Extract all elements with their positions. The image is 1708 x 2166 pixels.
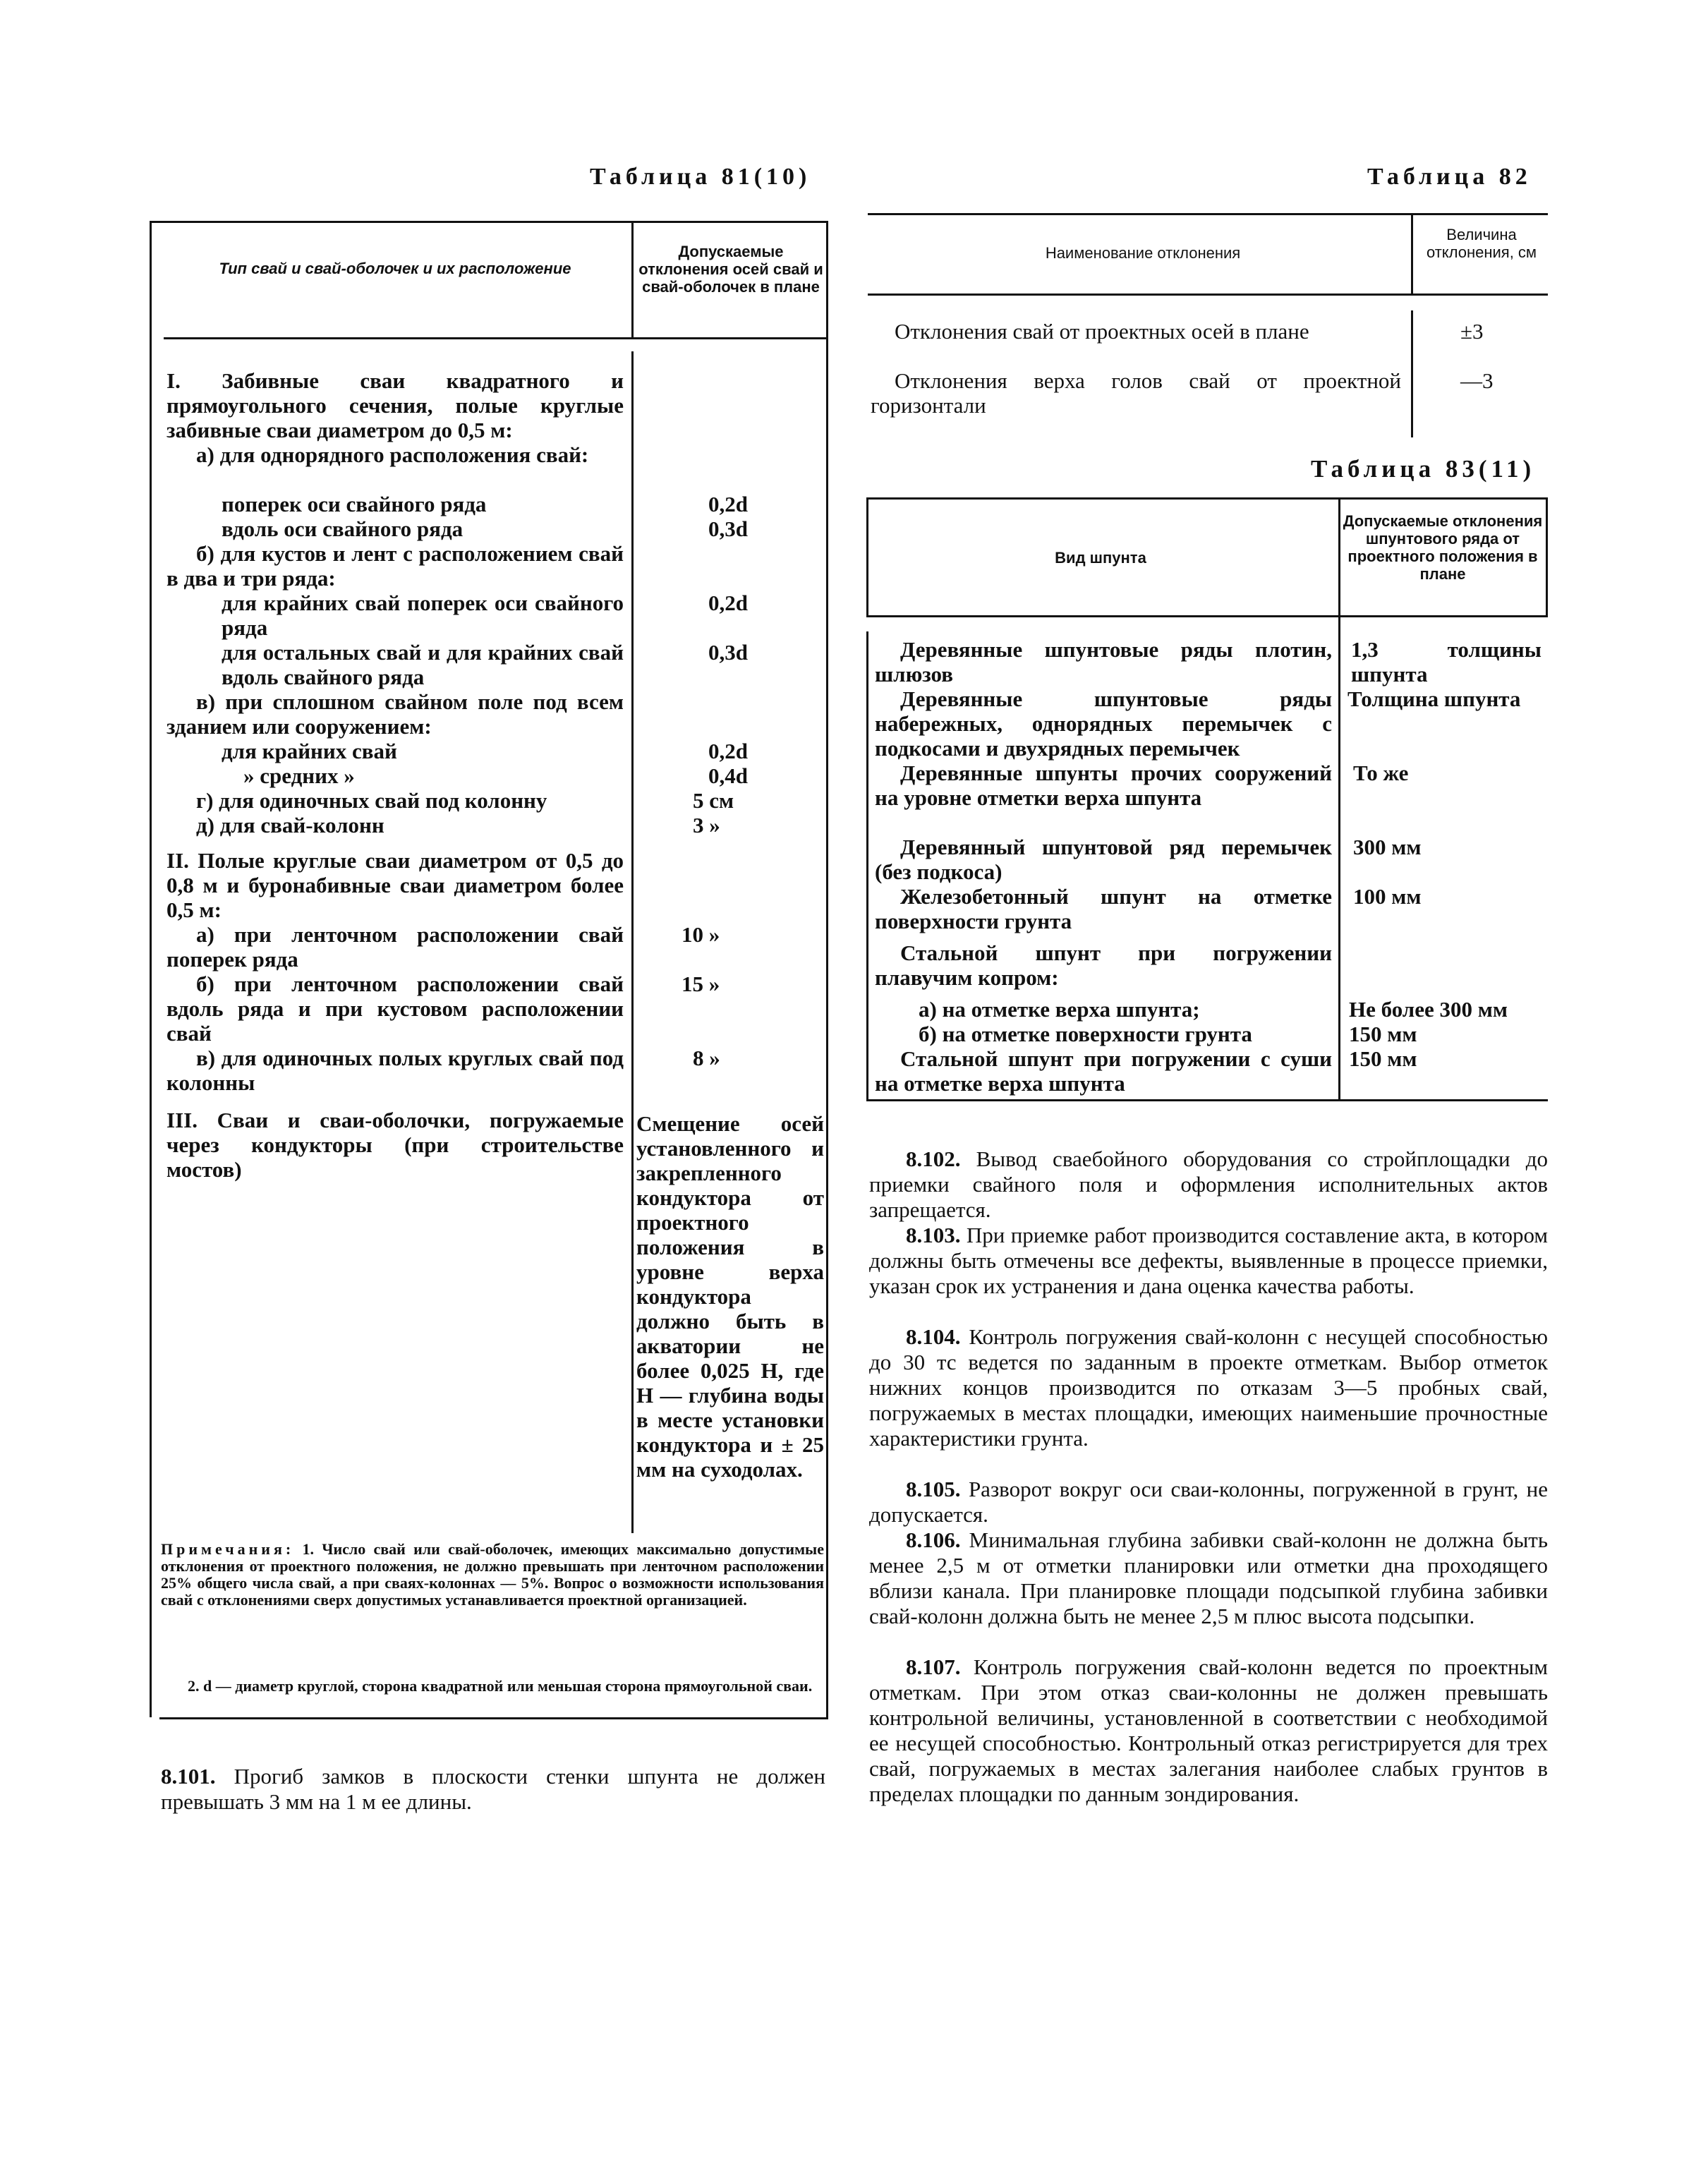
table-81-bottom-rule xyxy=(159,1717,828,1719)
paragraph-8-106-number: 8.106. xyxy=(906,1527,961,1552)
table-81-notes xyxy=(161,1541,824,1609)
table-81-row-9-value: 0,2d xyxy=(708,739,748,763)
table-82-caption: Таблица 82 xyxy=(1367,164,1532,190)
table-81-row-14-value: 10 » xyxy=(682,922,720,947)
table-82-row-2: Отклонения верха голов свай от проектной горизонтали xyxy=(871,368,1401,418)
table-82-row-2-value: —3 xyxy=(1460,368,1494,393)
paragraph-8-101 xyxy=(161,1764,825,1815)
table-81-top-rule xyxy=(150,221,828,223)
table-81-notes-title: Примечания: xyxy=(161,1540,295,1558)
table-83-col1-header: Вид шпунта xyxy=(1055,549,1146,567)
paragraph-8-104-number: 8.104. xyxy=(906,1324,961,1349)
table-81-row-15-value: 15 » xyxy=(682,972,720,996)
table-83-row-7: а) на отметке верха шпунта; xyxy=(919,997,1200,1022)
table-81-row-1: I. Забивные сваи квадратного и прямоугольного сечения, полые круглые забивные сваи диаметром до 0,5 м: xyxy=(166,368,624,442)
table-81-row-7: для остальных свай и для крайних свай вдоль свайного ряда xyxy=(222,640,624,689)
table-81-row-5: б) для кустов и лент с расположением свай в два и три ряда: xyxy=(166,541,624,591)
paragraph-8-103-text: При приемке работ производится составление акта, в котором должны быть отмечены все дефекты, выявленные в процессе приемки, указан срок их устранения и дана оценка качества работы. xyxy=(869,1223,1548,1298)
table-81-row-17-value: Смещение осей установленного и закрепленного кондуктора от проектного положения в уровне верха кондуктора должно быть в акватории не более 0,025 H, где H — глубина воды в месте установки кондуктора и ± 25 мм на суходолах. xyxy=(636,1111,824,1482)
paragraph-8-107-number: 8.107. xyxy=(906,1654,961,1679)
paragraph-8-102 xyxy=(869,1146,1548,1223)
paragraph-8-103 xyxy=(869,1223,1548,1299)
paragraph-8-105-text: Разворот вокруг оси сваи-колонны, погруженной в грунт, не допускается. xyxy=(869,1477,1548,1527)
table-83-bottom-rule xyxy=(866,1099,1548,1101)
paragraph-8-105-number: 8.105. xyxy=(906,1477,961,1501)
table-83-right-border xyxy=(1546,497,1548,615)
paragraph-8-106-text: Минимальная глубина забивки свай-колонн не должна быть менее 2,5 м от отметки планировки или отметки дна проходящего вблизи канала. При планировке площади подсыпкой глубина забивки свай-колонн должна быть не менее 2,5 м плюс высота подсыпки. xyxy=(869,1527,1548,1628)
table-83-row-7-value: Не более 300 мм xyxy=(1349,997,1508,1022)
table-82-header-divider xyxy=(1411,213,1413,294)
table-83-row-5: Железобетонный шпунт на отметке поверхности грунта xyxy=(875,884,1332,933)
paragraph-8-106 xyxy=(869,1527,1548,1629)
table-83-row-6: Стальной шпунт при погружении плавучим копром: xyxy=(875,940,1332,990)
table-83-row-8: б) на отметке поверхности грунта xyxy=(919,1022,1252,1046)
table-81-row-7-value: 0,3d xyxy=(708,640,748,665)
table-81-row-9: для крайних свай xyxy=(222,739,397,763)
table-83-row-1-value: 1,3 толщины шпунта xyxy=(1351,637,1542,686)
table-81-row-16-value: 8 » xyxy=(693,1046,720,1070)
table-83-left-border-header xyxy=(866,497,868,615)
table-81-row-16: в) для одиночных полых круглых свай под колонны xyxy=(166,1046,624,1095)
table-81-note-2: 2. d — диаметр круглой, сторона квадратной или меньшая сторона прямоугольной сваи. xyxy=(188,1677,813,1695)
table-81-left-border xyxy=(150,221,152,1717)
table-83-column-divider xyxy=(1338,497,1340,1099)
table-83-row-1: Деревянные шпунтовые ряды плотин, шлюзов xyxy=(875,637,1332,686)
table-81-column-divider xyxy=(631,351,634,1533)
table-81-row-14: а) при ленточном расположении свай поперек ряда xyxy=(166,922,624,972)
table-82-row-1: Отклонения свай от проектных осей в плане xyxy=(895,319,1309,344)
table-81-row-6-value: 0,2d xyxy=(708,591,748,615)
table-81-row-2: а) для однорядного расположения свай: xyxy=(196,442,589,467)
table-82-column-divider xyxy=(1411,310,1413,437)
paragraph-8-101-number: 8.101. xyxy=(161,1764,216,1789)
paragraph-8-102-number: 8.102. xyxy=(906,1146,961,1171)
table-83-row-4-value: 300 мм xyxy=(1353,835,1422,859)
table-81-right-border xyxy=(826,221,828,1717)
table-81-row-10-value: 0,4d xyxy=(708,763,748,788)
table-81-row-15: б) при ленточном расположении свай вдоль ряда и при кустовом расположении свай xyxy=(166,972,624,1046)
table-83-row-8-value: 150 мм xyxy=(1349,1022,1417,1046)
paragraph-8-103-number: 8.103. xyxy=(906,1223,961,1247)
table-81-note-1: 1. Число свай или свай-оболочек, имеющих максимально допустимые отклонения от проектного положения, не должно превышать при ленточном расположении 25% общего числа свай, а при сваях-колоннах — 5%. Вопрос о возможности использования свай с отклонениями сверх допустимых устанавливается проектной организацией. xyxy=(161,1540,825,1609)
table-83-row-5-value: 100 мм xyxy=(1353,884,1422,909)
table-83-row-3-value: То же xyxy=(1353,761,1409,785)
table-83-caption: Таблица 83(11) xyxy=(1311,455,1536,483)
table-81-row-11-value: 5 см xyxy=(693,788,734,813)
table-83-header-rule xyxy=(866,615,1548,617)
paragraph-8-107 xyxy=(869,1654,1548,1807)
table-83-row-2-value: Толщина шпунта xyxy=(1347,686,1521,711)
table-83-row-9: Стальной шпунт при погружении с суши на отметке верха шпунта xyxy=(875,1046,1332,1096)
table-82-col2-header: Величина отклонения, см xyxy=(1426,226,1537,261)
table-83-row-9-value: 150 мм xyxy=(1349,1046,1417,1071)
table-82-row-1-value: ±3 xyxy=(1460,319,1484,344)
table-81-row-12: д) для свай-колонн xyxy=(196,813,384,837)
table-83-col2-header: Допускаемые отклонения шпунтового ряда от проектного положения в плане xyxy=(1343,512,1543,583)
paragraph-8-107-text: Контроль погружения свай-колонн ведется по проектным отметкам. При этом отказ сваи-колонны не должен превышать контрольной величины, установленной в соответствии с необходимой ее несущей способностью. Контрольный отказ регистрируется для трех свай, погружаемых в местах залегания наиболее слабых грунтов в пределах площадки по данным зондирования. xyxy=(869,1654,1549,1806)
table-82-top-rule xyxy=(868,213,1548,215)
table-83-row-2: Деревянные шпунтовые ряды набережных, однорядных перемычек с подкосами и двухрядных перемычек xyxy=(875,686,1332,761)
table-81-row-4-value: 0,3d xyxy=(708,516,748,541)
table-81-row-17: III. Сваи и сваи-оболочки, погружаемые через кондукторы (при строительстве мостов) xyxy=(166,1108,624,1182)
table-83-row-3: Деревянные шпунты прочих сооружений на уровне отметки верха шпунта xyxy=(875,761,1332,810)
table-83-top-rule xyxy=(866,497,1548,500)
table-81-col2-header: Допускаемые отклонения осей свай и свай-оболочек в плане xyxy=(638,243,823,296)
table-81-row-3-value: 0,2d xyxy=(708,492,748,516)
paragraph-8-104 xyxy=(869,1324,1548,1451)
table-81-row-12-value: 3 » xyxy=(693,813,720,837)
table-81-row-11: г) для одиночных свай под колонну xyxy=(196,788,547,813)
table-81-row-3: поперек оси свайного ряда xyxy=(222,492,487,516)
paragraph-8-101-text: Прогиб замков в плоскости стенки шпунта не должен превышать 3 мм на 1 м ее длины. xyxy=(161,1764,825,1814)
paragraph-8-102-text: Вывод сваебойного оборудования со стройплощадки до приемки свайного поля и оформления исполнительных актов запрещается. xyxy=(869,1146,1548,1222)
table-82-header-rule xyxy=(868,294,1548,296)
table-81-row-6: для крайних свай поперек оси свайного ряда xyxy=(222,591,624,640)
table-81-col1-header: Тип свай и свай-оболочек и их расположение xyxy=(219,260,571,277)
table-81-caption: Таблица 81(10) xyxy=(590,164,811,190)
paragraph-8-105 xyxy=(869,1477,1548,1527)
table-81-row-13: II. Полые круглые сваи диаметром от 0,5 до 0,8 м и буронабивные сваи диаметром более 0,5 м: xyxy=(166,848,624,922)
table-83-row-4: Деревянный шпунтовой ряд перемычек (без подкоса) xyxy=(875,835,1332,884)
table-81-row-8: в) при сплошном свайном поле под всем зданием или сооружением: xyxy=(166,689,624,739)
table-82-col1-header: Наименование отклонения xyxy=(1045,244,1241,262)
table-81-row-4: вдоль оси свайного ряда xyxy=(222,516,464,541)
table-81-header-rule xyxy=(164,337,828,339)
table-81-row-10: » средних » xyxy=(243,763,355,788)
paragraph-8-104-text: Контроль погружения свай-колонн с несущей способностью до 30 тс ведется по заданным в проекте отметкам. Выбор отметок нижних концов производится по отказам 3—5 пробных свай, погружаемых в местах площадки, имеющих наименьшие прочностные характеристики грунта. xyxy=(869,1324,1549,1451)
table-83-left-border xyxy=(866,631,868,1099)
table-81-header-divider xyxy=(631,221,634,337)
